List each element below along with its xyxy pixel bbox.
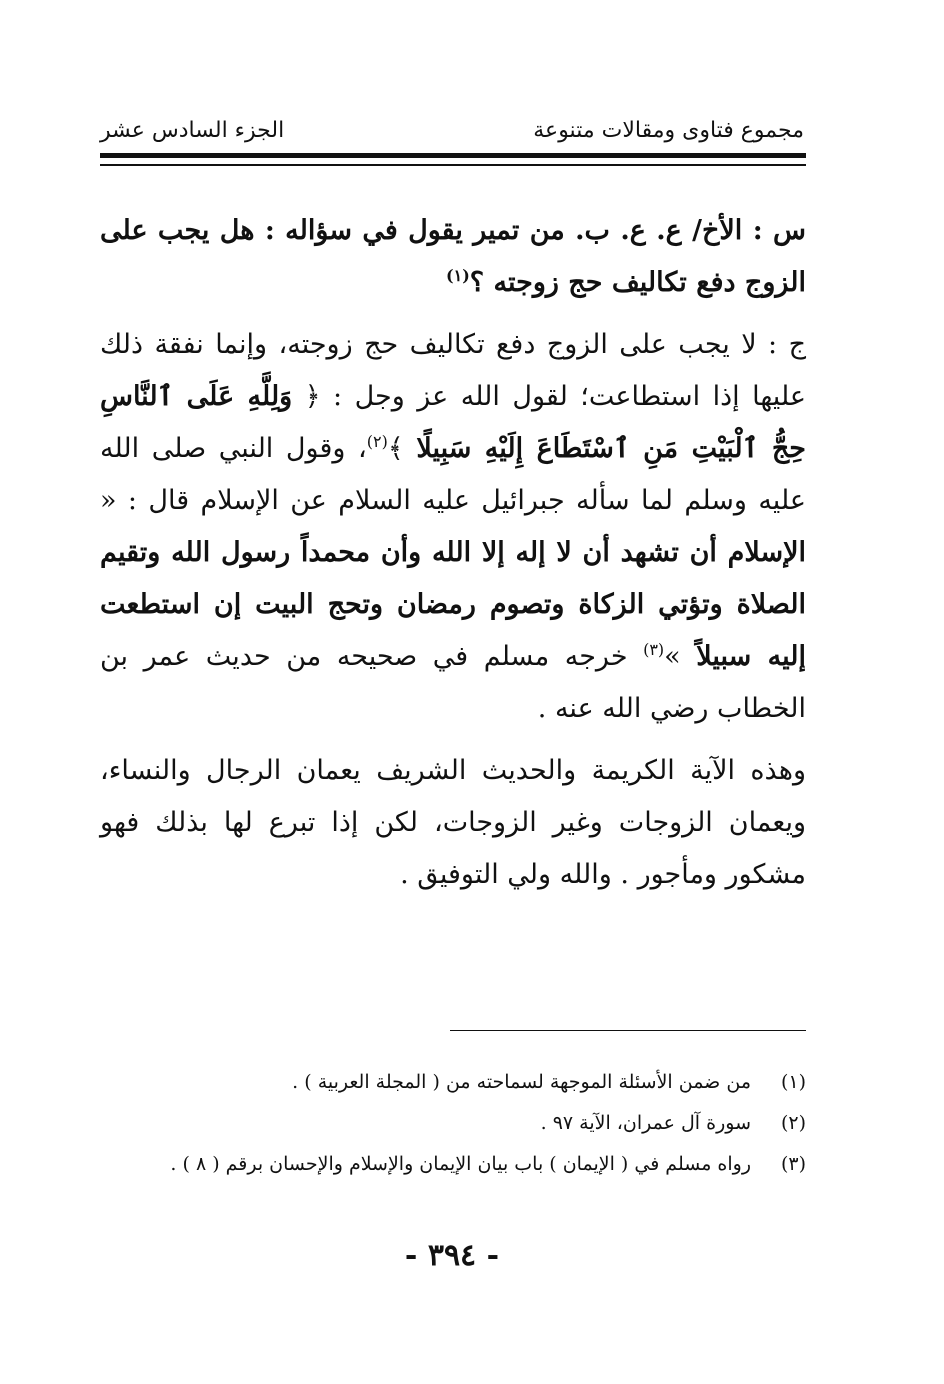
footnote-ref-1: (١) [446,266,470,285]
quran-open-bracket: ﴿ [292,381,321,412]
answer-text-2: ، وقول النبي صلى الله عليه وسلم لما سأله جبرائيل عليه السلام عن الإسلام قال : [100,433,806,516]
footnote-number: (١) [780,1071,806,1093]
header-rule-thin [100,164,806,166]
answer-text-1: ج : لا يجب على الزوج دفع تكاليف حج زوجته، وإنما نفقة ذلك عليها إذا استطاعت؛ لقول الله عز وجل : [100,329,807,412]
footnote-ref-3: (٣) [643,640,665,659]
running-header-book-title: مجموع فتاوى ومقالات متنوعة [533,118,804,143]
page-number: - ٣٩٤ - [404,1238,500,1273]
footnote-item [100,1062,806,1103]
footnote-text: من ضمن الأسئلة الموجهة لسماحته من ( المجلة العربية ) . [292,1071,751,1093]
hadith-close-quote: » [664,641,697,672]
footnote-item [100,1144,806,1185]
footnote-text: رواه مسلم في ( الإيمان ) باب بيان الإيمان والإسلام والإحسان برقم ( ٨ ) . [170,1153,751,1175]
quran-close-bracket: ﴾ [387,433,417,464]
footnote-ref-2: (٢) [366,432,388,451]
question-text: الأخ/ ع. ع. ب. من تمير يقول في سؤاله : هل يجب على الزوج دفع تكاليف حج زوجته ؟ [100,215,806,298]
main-text [100,205,806,901]
question-paragraph [100,205,806,309]
footnote-item [100,1103,806,1144]
running-header-volume: الجزء السادس عشر [100,118,285,143]
footnote-text: سورة آل عمران، الآية ٩٧ . [540,1112,751,1134]
footnotes [100,1062,806,1185]
footnote-separator [450,1030,806,1031]
footnote-number: (٢) [780,1112,806,1134]
hadith-open-quote: « [100,485,117,516]
quran-verse: وَلِلَّهِ عَلَى ٱلنَّاسِ حِجُّ ٱلْبَيْتِ مَنِ ٱسْتَطَاعَ إِلَيْهِ سَبِيلًا [100,381,806,464]
answer-text-3: خرجه مسلم في صحيحه من حديث عمر بن الخطاب رضي الله عنه . [100,641,806,724]
hadith-text: الإسلام أن تشهد أن لا إله إلا الله وأن محمداً رسول الله وتقيم الصلاة وتؤتي الزكاة وتصوم رمضان وتحج البيت إن استطعت إليه سبيلاً [100,537,807,672]
answer-paragraph [100,319,806,735]
conclusion-paragraph: وهذه الآية الكريمة والحديث الشريف يعمان الرجال والنساء، ويعمان الزوجات وغير الزوجات، لكن إذا تبرع لها بذلك فهو مشكور ومأجور . والله ولي التوفيق . [100,755,806,890]
footnote-number: (٣) [780,1153,806,1175]
header-rule-thick [100,153,806,158]
question-prefix: س : [742,215,806,246]
